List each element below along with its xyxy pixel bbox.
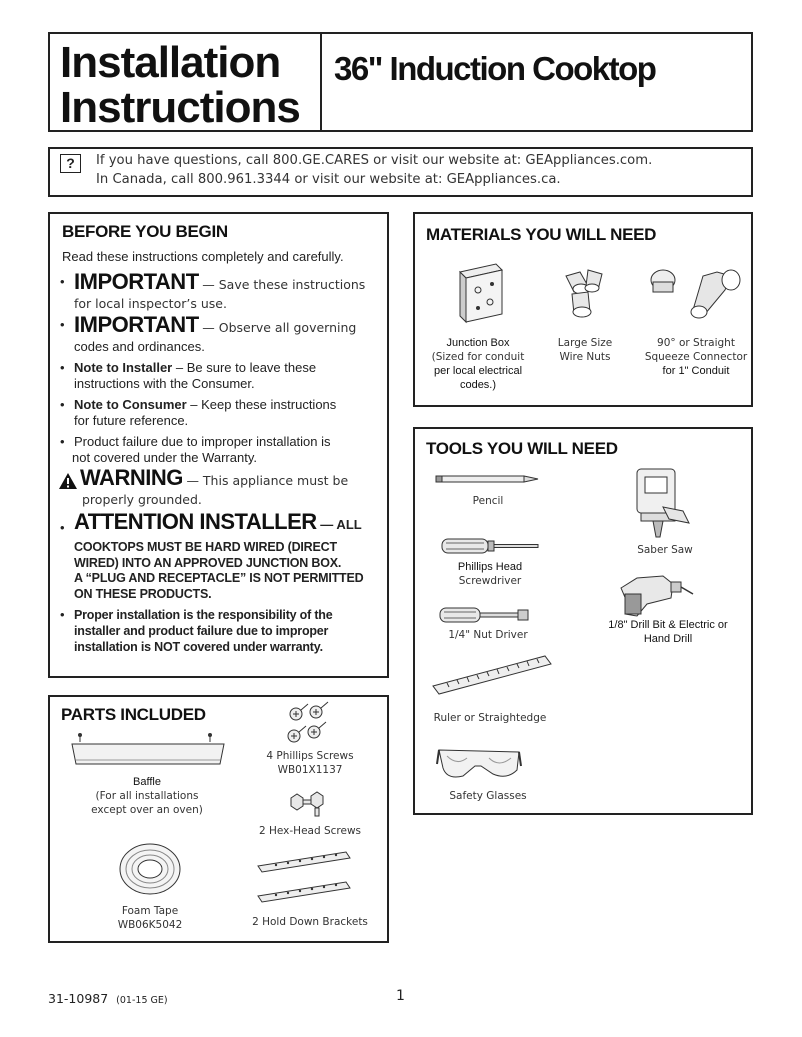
foam-tape-caption: [100, 904, 200, 932]
attention-line1: COOKTOPS MUST BE HARD WIRED (DIRECT: [74, 540, 337, 554]
warning-triangle-icon: [59, 473, 77, 489]
product-failure-line2: not covered under the Warranty.: [72, 450, 257, 465]
junction-box-caption: [414, 336, 542, 392]
ruler-caption: Ruler or Straightedge: [433, 712, 547, 724]
hex-screws-caption: 2 Hex-Head Screws: [258, 825, 362, 837]
important-save-cont: for local inspector’s use.: [74, 296, 227, 311]
wire-nuts-caption: [545, 336, 625, 364]
footer-doc-id: [48, 991, 168, 1006]
attention-dash: — ALL: [320, 517, 362, 532]
note-consumer-head: Note to Consumer: [74, 397, 187, 412]
junction-box-l2: (Sized for conduit: [431, 351, 525, 363]
drill-l2: Hand Drill: [643, 633, 693, 645]
phillips-screws-icon: [286, 700, 336, 746]
junction-box-l3: per local electrical: [433, 365, 523, 377]
important-save-text: — Save these instructions: [202, 277, 366, 292]
attention-head: ATTENTION INSTALLER: [74, 509, 317, 534]
warning-cont: properly grounded.: [82, 492, 202, 507]
saber-saw-icon: [633, 467, 693, 537]
wire-nuts-icon: [558, 268, 614, 318]
phillips-screws-l1: 4 Phillips Screws: [266, 750, 354, 762]
squeeze-connector-l1: 90° or Straight: [657, 337, 735, 349]
contact-line2: In Canada, call 800.961.3344 or visit our website at: GEAppliances.ca.: [96, 172, 561, 187]
important-codes-text: — Observe all governing: [202, 320, 357, 335]
baffle-l1: Baffle: [133, 776, 161, 788]
attention-line4: ON THESE PRODUCTS.: [74, 586, 212, 601]
attention-line2: WIRED) INTO AN APPROVED JUNCTION BOX.: [74, 555, 342, 570]
phillips-l1: Phillips Head: [457, 561, 523, 573]
before-section: BEFORE YOU BEGIN Read these instructions completely and carefully. • IMPORTANT — Save these instructions for local inspector’s use. • IMPORTANT — Observe all governing codes and ordinances. • Note to Installer – Be sure to leave these instructions with the Consumer. • Note to Consumer – Keep these instructions for future reference. • Product failure due to improper installation is not covered under the Warranty. WARNING — This appliance must be properly grounded. • ATTENTION INSTALLER — ALL COOKTOPS MUST BE HARD WIRED (DIRECT WIRED) INTO AN APPROVED JUNCTION BOX. A “PLUG AND RECEPTACLE” IS NOT PERMITTED ON THESE PRODUCTS. • Proper installation is the responsibility of the installer and product failure due to improper installation is NOT covered under warranty.: [48, 212, 389, 678]
proper-line3: installation is NOT covered under warranty.: [74, 640, 323, 654]
doc-date: (01-15 GE): [116, 995, 168, 1006]
baffle-icon: [70, 732, 226, 772]
ruler-icon: [433, 656, 553, 696]
important-codes-head: IMPORTANT: [74, 312, 199, 337]
foam-tape-icon: [118, 842, 182, 896]
warning-text: — This appliance must be: [186, 473, 349, 488]
pencil-caption: Pencil: [472, 495, 504, 507]
phillips-screws-caption: [260, 749, 360, 777]
proper-line2: installer and product failure due to improper: [74, 624, 329, 638]
question-mark-icon: ?: [60, 154, 81, 173]
phillips-l2: Screwdriver: [458, 575, 522, 587]
foam-tape-l1: Foam Tape: [121, 905, 179, 917]
note-installer-cont: instructions with the Consumer.: [74, 376, 255, 391]
nut-driver-caption: 1/4" Nut Driver: [448, 629, 528, 641]
tools-title: TOOLS YOU WILL NEED: [426, 439, 618, 458]
phillips-screws-l2: WB01X1137: [277, 764, 343, 776]
squeeze-connector-l2: Squeeze Connector: [644, 351, 748, 363]
header-divider: [320, 32, 322, 132]
wire-nuts-l2: Wire Nuts: [559, 351, 611, 363]
nut-driver-icon: [440, 606, 530, 624]
before-title: BEFORE YOU BEGIN: [62, 222, 228, 241]
parts-title: PARTS INCLUDED: [61, 705, 206, 724]
warning-head: WARNING: [80, 465, 183, 490]
note-consumer-text: – Keep these instructions: [190, 397, 337, 412]
foam-tape-l2: WB06K5042: [117, 919, 183, 931]
hold-down-brackets-icon: [256, 846, 352, 906]
important-save-head: IMPORTANT: [74, 269, 199, 294]
electric-drill-caption: [600, 618, 736, 646]
page-title-line2: Instructions: [60, 83, 300, 132]
note-installer-text: – Be sure to leave these: [175, 360, 317, 375]
materials-title: MATERIALS YOU WILL NEED: [426, 225, 657, 244]
phillips-screwdriver-caption: [440, 560, 540, 588]
doc-number: 31-10987: [48, 991, 109, 1006]
phillips-screwdriver-icon: [442, 537, 542, 555]
squeeze-connector-caption: [640, 336, 752, 378]
attention-line3: A “PLUG AND RECEPTACLE” IS NOT PERMITTED: [74, 571, 364, 585]
safety-glasses-icon: [437, 746, 521, 786]
page-title-line1: Installation: [60, 38, 281, 87]
pencil-icon: [436, 474, 540, 484]
safety-glasses-caption: Safety Glasses: [449, 790, 527, 802]
junction-box-l1: Junction Box: [446, 337, 510, 349]
drill-l1: 1/8" Drill Bit & Electric or: [608, 619, 728, 631]
before-intro: Read these instructions completely and carefully.: [62, 249, 344, 264]
saber-saw-caption: Saber Saw: [637, 544, 693, 556]
baffle-l3: except over an oven): [91, 804, 203, 816]
junction-box-icon: [454, 262, 504, 322]
page-number: 1: [396, 988, 405, 1004]
electric-drill-icon: [617, 570, 693, 620]
contact-line1: If you have questions, call 800.GE.CARES or visit our website at: GEAppliances.com.: [96, 153, 653, 168]
page-title: [60, 40, 315, 130]
squeeze-connector-icon: [643, 262, 743, 322]
wire-nuts-l1: Large Size: [557, 337, 613, 349]
product-title: 36" Induction Cooktop: [334, 50, 656, 87]
hex-screws-icon: [287, 788, 329, 818]
proper-line1: Proper installation is the responsibility of the: [74, 608, 333, 622]
important-codes-cont: codes and ordinances.: [74, 339, 205, 354]
baffle-caption: [76, 775, 218, 817]
note-installer-head: Note to Installer: [74, 360, 173, 375]
squeeze-connector-l3: for 1" Conduit: [662, 365, 730, 377]
hold-down-brackets-caption: 2 Hold Down Brackets: [252, 916, 368, 928]
junction-box-l4: codes.): [459, 379, 497, 391]
note-consumer-cont: for future reference.: [74, 413, 189, 428]
baffle-l2: (For all installations: [95, 790, 199, 802]
product-failure-line1: Product failure due to improper installation is: [74, 434, 331, 449]
